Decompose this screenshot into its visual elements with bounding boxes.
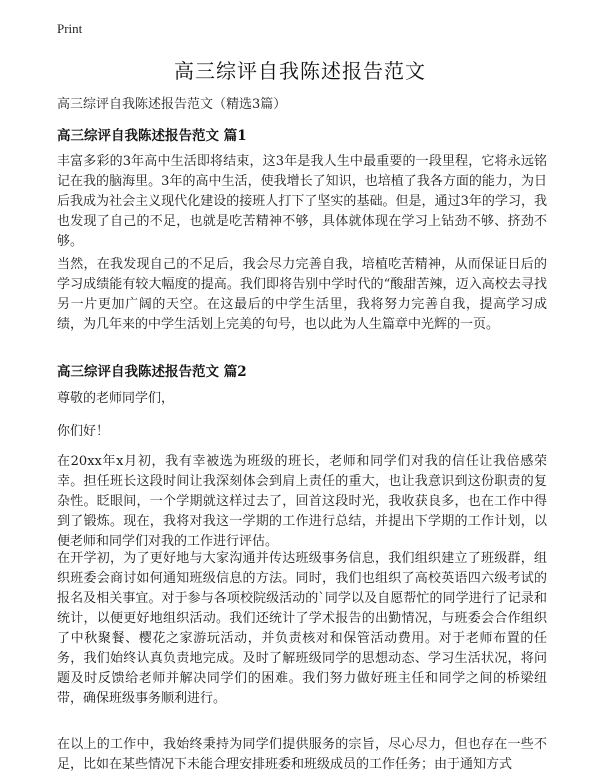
section-1-paragraph-1: 丰富多彩的3年高中生活即将结束，这3年是我人生中最重要的一段里程，它将永远铭记在我的脑海里。3年的高中生活，使我增长了知识，也培植了我各方面的能力，为日后我成为社会主义现代化建设的接班人打下了坚实的基础。但是，通过3年的学习，我也发现了自己的不足，也就是吃苦精神不够，具体就体现在学习上钻劲不够、挤劲不够。 [57, 154, 547, 249]
page-subtitle: 高三综评自我陈述报告范文（精选3篇） [57, 97, 287, 112]
section-heading-2: 高三综评自我陈述报告范文 篇2 [57, 364, 247, 380]
section-2-paragraph-3: 在以上的工作中，我始终秉持为同学们提供服务的宗旨，尽心尽力，但也存在一些不足，比如在某些情况下未能合理安排班委和班级成员的工作任务；由于通知方式 [57, 737, 547, 772]
section-heading-1: 高三综评自我陈述报告范文 篇1 [57, 128, 247, 144]
print-link[interactable]: Print [57, 21, 83, 36]
section-1-paragraph-2: 当然，在我发现自己的不足后，我会尽力完善自我，培植吃苦精神，从而保证日后的学习成绩能有较大幅度的提高。我们即将告别中学时代的“酸甜苦辣，迈入高校去寻找另一片更加广阔的天空。在这最后的中学生活里，我将努力完善自我，提高学习成绩，为几年来的中学生活划上完美的句号，也以此为人生篇章中光辉的一页。 [57, 257, 547, 332]
page-title: 高三综评自我陈述报告范文 [174, 59, 426, 83]
section-2-paragraph-1: 在20xx年x月初，我有幸被选为班级的班长，老师和同学们对我的信任让我倍感荣幸。担任班长这段时间让我深刻体会到肩上责任的重大，也让我意识到这份职责的复杂性。眨眼间，一个学期就这样过去了，回首这段时光，我收获良多，也在工作中得到了锻炼。现在，我将对我这一学期的工作进行总结，并提出下学期的工作计划，以便老师和同学们对我的工作进行评估。 [57, 454, 547, 549]
section-2-hello: 你们好！ [57, 424, 110, 439]
section-2-paragraph-2: 在开学初，为了更好地与大家沟通并传达班级事务信息，我们组织建立了班级群，组织班委会商讨如何通知班级信息的方法。同时，我们也组织了高校英语四六级考试的报名及相关事宜。对于参与各项校院级活动的`同学以及自愿帮忙的同学进行了记录和统计，以便更好地组织活动。我们还统计了学术报告的出勤情况，与班委会合作组织了中秋聚餐、樱花之家游玩活动，并负责核对和保管活动费用。对于老师布置的任务，我们始终认真负责地完成。及时了解班级同学的思想动态、学习生活状况，将问题及时反馈给老师并解决同学们的困难。我们努力做好班主任和同学之间的桥梁纽带，确保班级事务顺利进行。 [57, 551, 547, 706]
section-2-greeting: 尊敬的老师同学们， [57, 391, 175, 406]
